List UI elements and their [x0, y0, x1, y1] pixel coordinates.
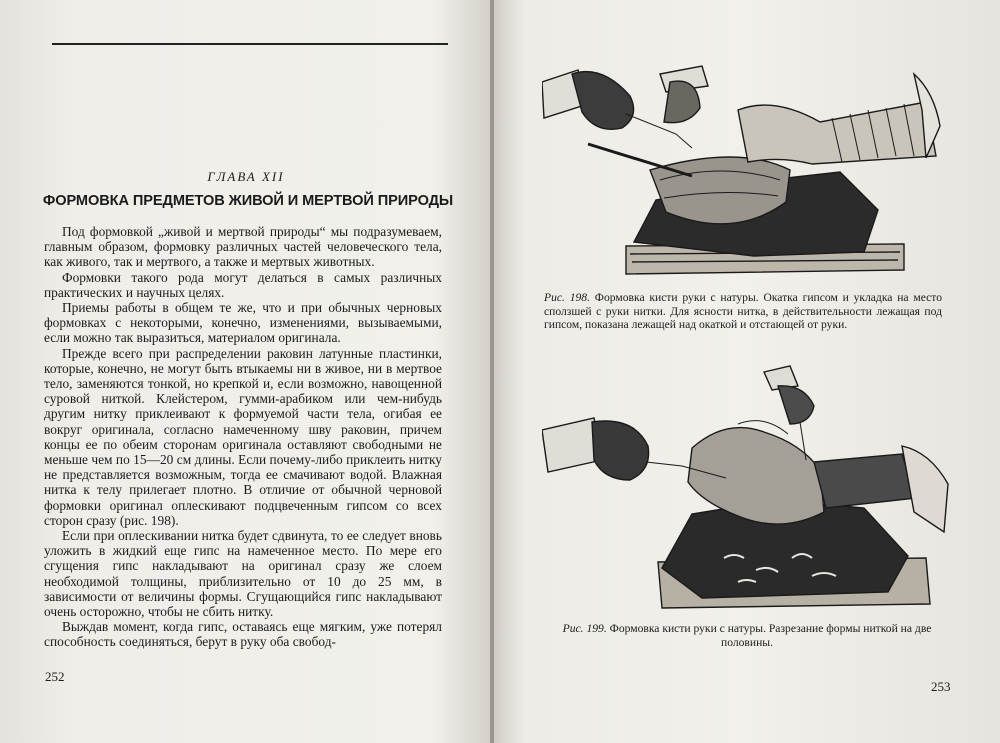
paragraph: Формовки такого рода могут делаться в самых различных практических и научных целях. [44, 269, 442, 300]
paragraph: Приемы работы в общем те же, что и при обычных черновых формовках с некоторыми, конечно, изменениями, вызываемыми, если можно так выразиться, материалом оригинала. [44, 300, 442, 346]
page-number-right: 253 [931, 679, 951, 694]
figure-199-illustration [542, 362, 954, 616]
figure-199-caption-text: Формовка кисти руки с натуры. Разрезание формы ниткой на две половины. [609, 622, 932, 649]
figure-199-caption [550, 622, 944, 649]
figure-198-caption [544, 291, 942, 332]
paragraph: Прежде всего при распределении раковин латунные пластинки, которые, конечно, не могут быть втыкаемы ни в живое, ни в мертвое тело, заменяются тонкой, но крепкой и, если возможно, навощенной суровой ниткой. Клейстером, гумми-арабиком или чем-нибудь другим нитку приклеивают к формуемой части тела, огибая ее вокруг оригинала, согласно намеченному шву раковин, причем концы ее по обеим сторонам оригинала оставляют свободными не меньше чем по 15—20 см длины. Если почему-либо приклеить нитку не представляется возможным, тогда ее смачивают водой. Влажная нитка к телу прилегает плотно. В отличие от обычной черновой формовки оригинал оплескивают подцвеченным гипсом со всех сторон сразу (рис. 198). [44, 345, 442, 528]
left-page [0, 0, 492, 743]
body-text [44, 224, 442, 650]
chapter-label: ГЛАВА XII [207, 169, 285, 184]
figure-199-number: Рис. 199. [562, 622, 607, 635]
paragraph: Если при оплескивании нитка будет сдвинута, то ее следует вновь уложить в жидкий еще гипс на намеченное место. По мере его сгущения гипс накладывают на оригинал сразу же слоем необходимой толщины, приблизительно от 10 до 25 мм, в зависимости от величины формы. Сгущающийся гипс накладывают очень осторожно, чтобы не сбить нитку. [44, 528, 442, 620]
paragraph: Под формовкой „живой и мертвой природы“ мы подразумеваем, главным образом, формовку различных частей человеческого тела, как живого, так и мертвого, а также и мертвых животных. [44, 224, 442, 270]
figure-198-illustration [542, 52, 942, 280]
chapter-title: ФОРМОВКА ПРЕДМЕТОВ ЖИВОЙ И МЕРТВОЙ ПРИРОДЫ [42, 193, 454, 209]
figure-198-number: Рис. 198. [544, 291, 590, 304]
page-number-left: 252 [45, 669, 65, 684]
figure-198-caption-text: Формовка кисти руки с натуры. Окатка гипсом и укладка на место сползшей с руки нитки. Для ясности нитка, в действительности лежащая под гипсом, показана лежащей над окаткой и отстающей от руки. [544, 291, 942, 331]
paragraph: Выждав момент, когда гипс, оставаясь еще мягким, уже потерял способность соединяться, берут в руку оба свобод- [44, 619, 442, 650]
right-page [494, 0, 1000, 743]
header-rule [52, 43, 448, 45]
